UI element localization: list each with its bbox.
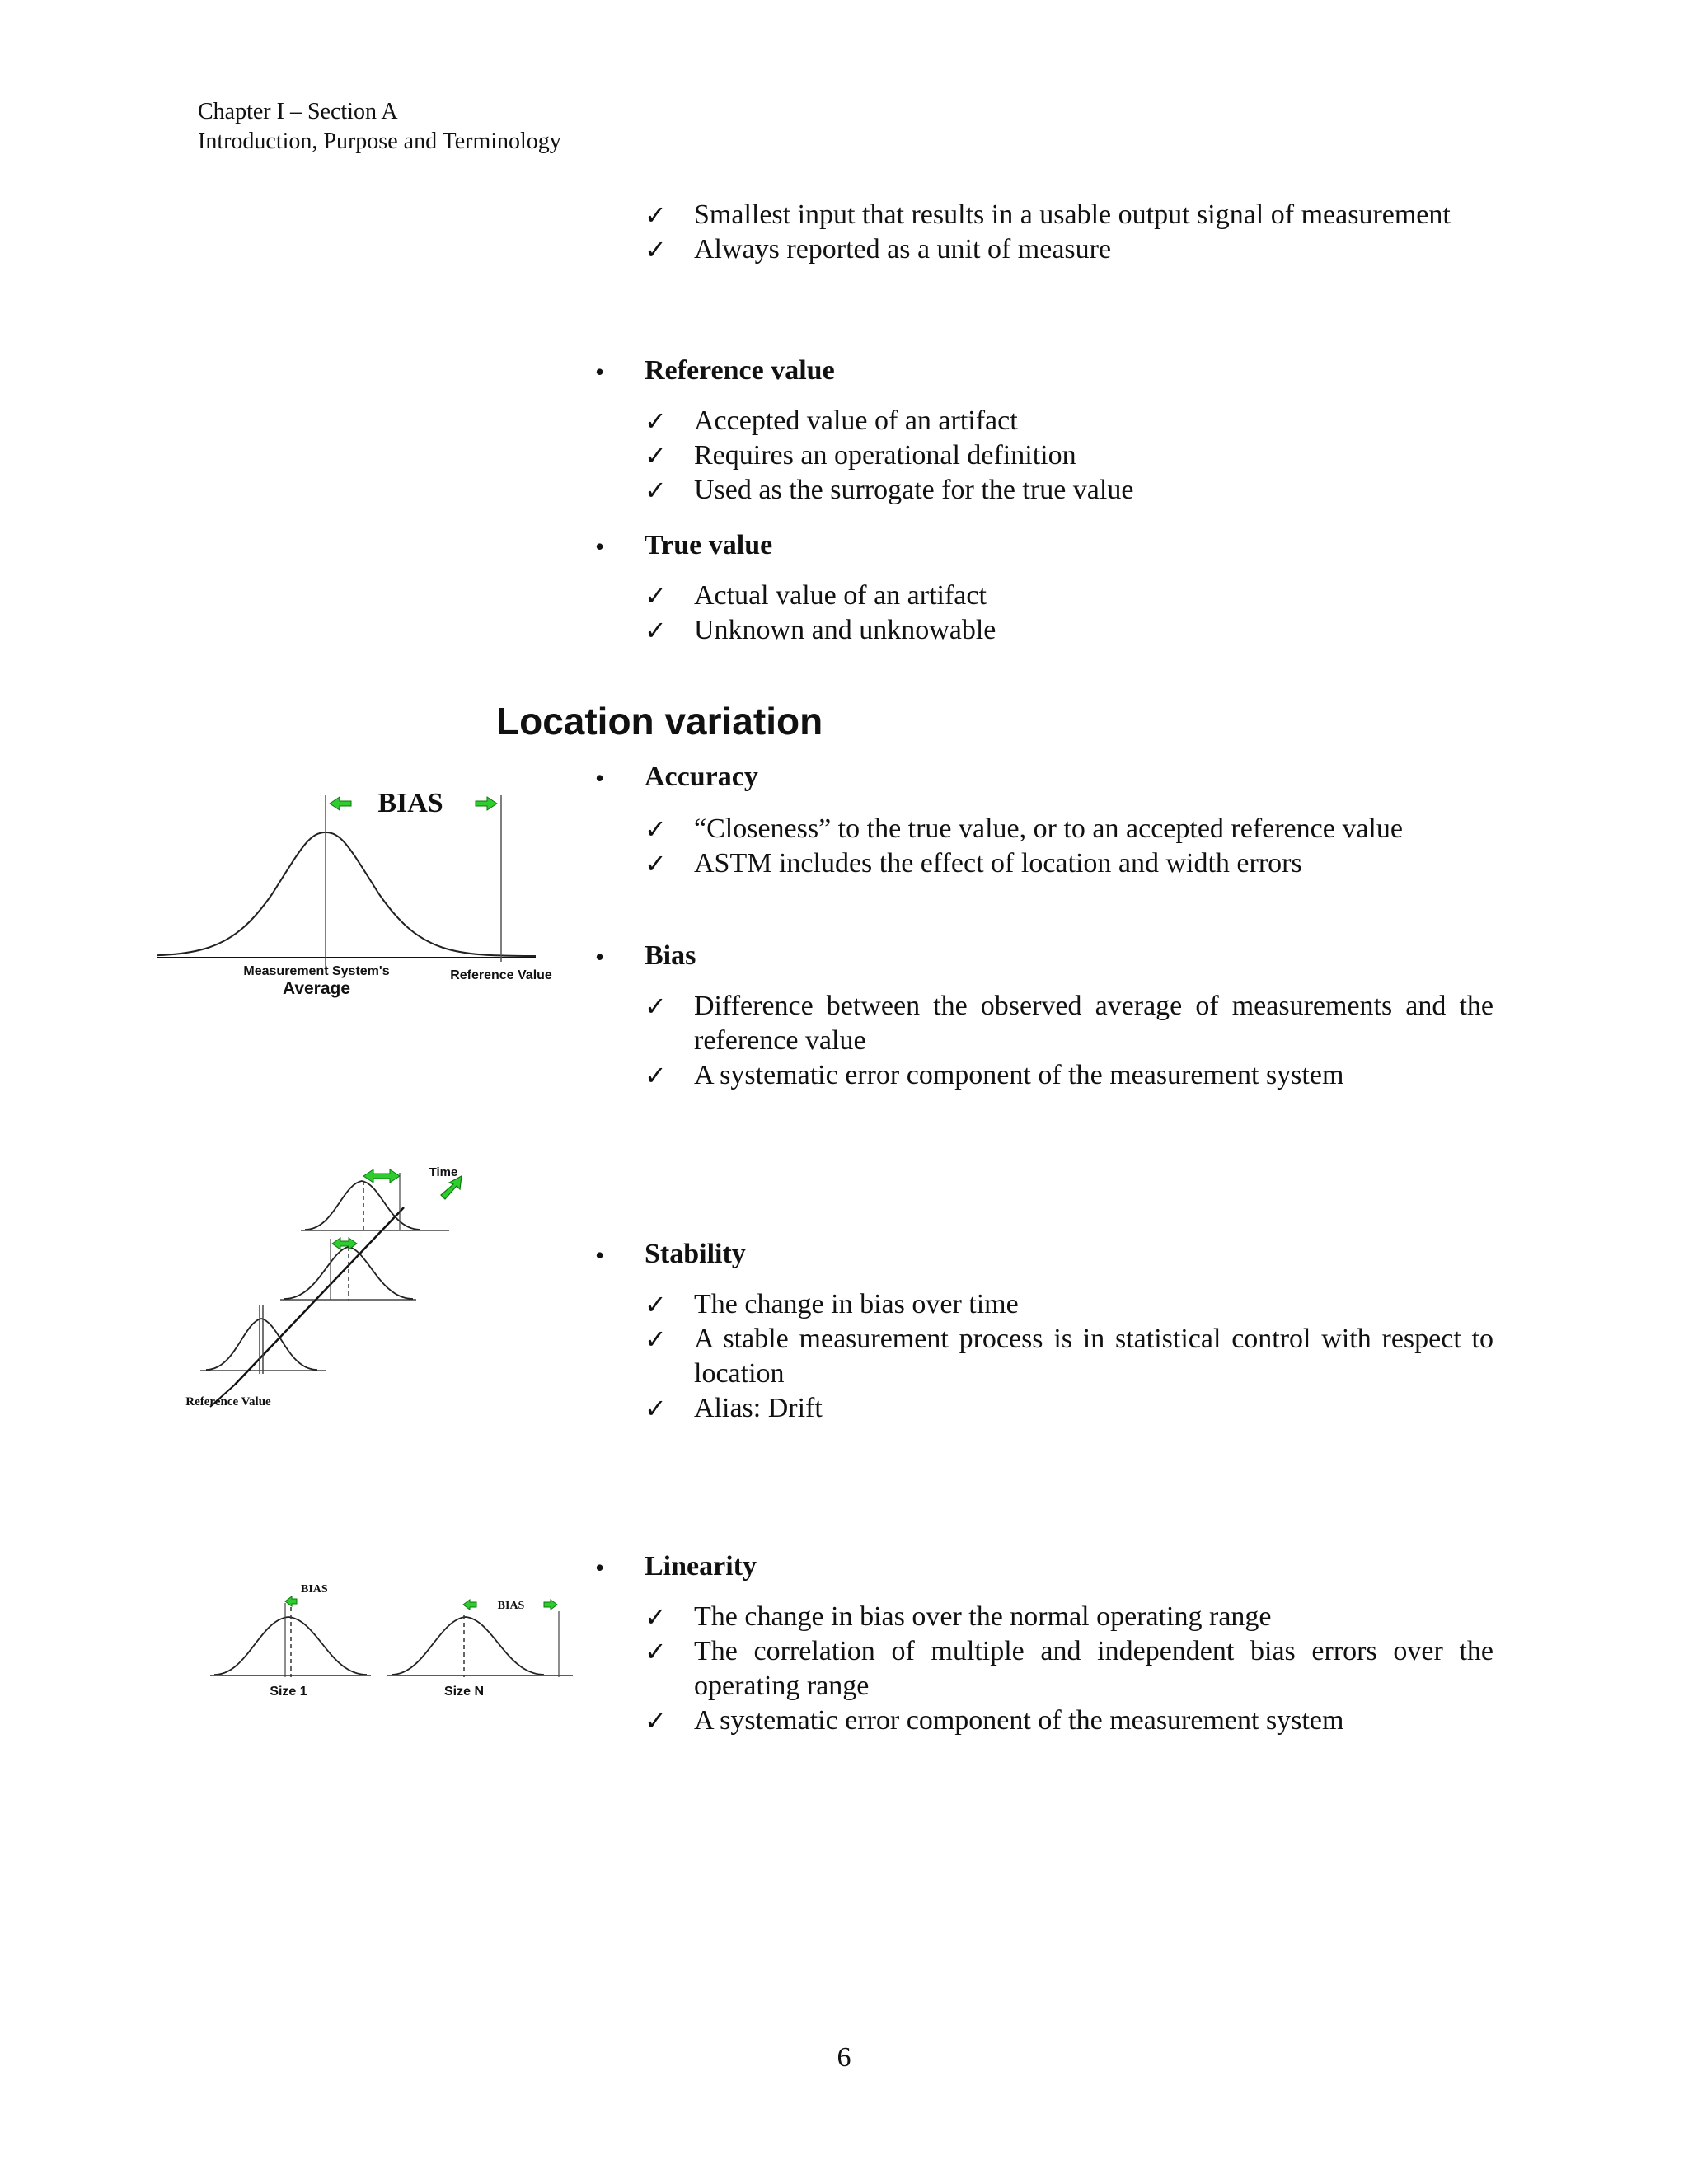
true-value-checklist [645,579,1493,648]
distribution-curve [157,832,536,956]
check-item: ✓ Alias: Drift [645,1393,823,1424]
bias-title: Bias [645,940,696,971]
bias-checklist [645,989,1493,1093]
distribution-curve [206,1319,317,1370]
check-item: ✓ A stable measurement process is in statistical control with respect to location [645,1324,1493,1389]
check-icon: ✓ [645,1636,667,1667]
accuracy-title: Accuracy [645,762,758,792]
size-n-label: Size N [443,1685,485,1699]
check-item: ✓ The change in bias over the normal operating range [645,1601,1272,1633]
average-label-line1: Measurement System's [243,964,390,978]
check-item: ✓ Used as the surrogate for the true value [645,475,1134,506]
stability-checklist [645,1287,1493,1426]
check-icon: ✓ [645,199,667,231]
page-number: 6 [837,2042,851,2073]
reference-label: Reference Value [185,1395,271,1408]
arrow-left-icon [463,1600,476,1610]
check-item: ✓ Smallest input that results in a usable output signal of measurement [645,199,1451,231]
check-icon: ✓ [645,615,667,646]
reference-label: Reference Value [450,968,552,982]
stability-title: Stability [645,1239,746,1269]
check-icon: ✓ [645,1705,667,1736]
check-item: ✓ ASTM includes the effect of location and width errors [645,848,1302,879]
distribution-curve [392,1617,544,1675]
bullet-icon: • [595,1240,605,1270]
reference-value-title: Reference value [645,355,835,386]
section-heading: Location variation [496,700,823,743]
stability-figure [177,1158,499,1413]
bias-label-1: BIAS [301,1583,328,1596]
bias-figure [157,779,560,1001]
check-item: ✓ Unknown and unknowable [645,615,996,646]
bullet-icon: • [595,1553,605,1582]
check-icon: ✓ [645,475,667,506]
check-item: ✓ Requires an operational definition [645,440,1076,471]
bullet-icon: • [595,763,605,793]
check-item: ✓ Actual value of an artifact [645,580,987,612]
linearity-checklist [645,1600,1493,1738]
check-item: ✓ The correlation of multiple and independent bias errors over the operating range [645,1636,1493,1701]
header-chapter: Chapter I – Section A [198,99,398,124]
linearity-figure [206,1570,585,1702]
size-1-label: Size 1 [270,1685,307,1699]
check-item: ✓ A systematic error component of the measurement system [645,1060,1344,1091]
check-icon: ✓ [645,991,667,1022]
time-label: Time [429,1165,458,1179]
check-icon: ✓ [645,440,667,471]
accuracy-checklist [645,812,1493,881]
distribution-curve [305,1181,420,1230]
check-item: ✓ The change in bias over time [645,1289,1019,1320]
check-icon: ✓ [645,234,667,265]
check-icon: ✓ [645,813,667,845]
arrow-left-icon [330,797,351,810]
linearity-title: Linearity [645,1551,757,1582]
check-item: ✓ Difference between the observed average of measurements and the reference value [645,991,1493,1056]
bullet-icon: • [595,532,605,561]
bullet-icon: • [595,357,605,387]
check-icon: ✓ [645,848,667,879]
arrow-left-icon [285,1596,297,1606]
bias-label: BIAS [377,788,443,818]
bias-label-n: BIAS [497,1600,525,1612]
double-arrow-icon [363,1169,400,1183]
check-icon: ✓ [645,405,667,437]
check-item: ✓ Accepted value of an artifact [645,405,1018,437]
header-subtitle: Introduction, Purpose and Terminology [198,129,561,154]
check-item: ✓ “Closeness” to the true value, or to an accepted reference value [645,813,1403,845]
check-icon: ✓ [645,580,667,612]
page-header [198,97,561,157]
check-item: ✓ A systematic error component of the measurement system [645,1705,1344,1736]
average-label-line2: Average [282,979,351,998]
time-arrow-icon [441,1176,462,1199]
check-item: ✓ Always reported as a unit of measure [645,234,1112,265]
bullet-icon: • [595,942,605,972]
check-icon: ✓ [645,1060,667,1091]
top-checklist [645,198,1493,267]
check-icon: ✓ [645,1393,667,1424]
reference-value-checklist [645,404,1493,508]
check-icon: ✓ [645,1324,667,1355]
arrow-right-icon [544,1600,557,1610]
check-icon: ✓ [645,1289,667,1320]
arrow-right-icon [476,797,497,810]
check-icon: ✓ [645,1601,667,1633]
true-value-title: True value [645,530,773,560]
